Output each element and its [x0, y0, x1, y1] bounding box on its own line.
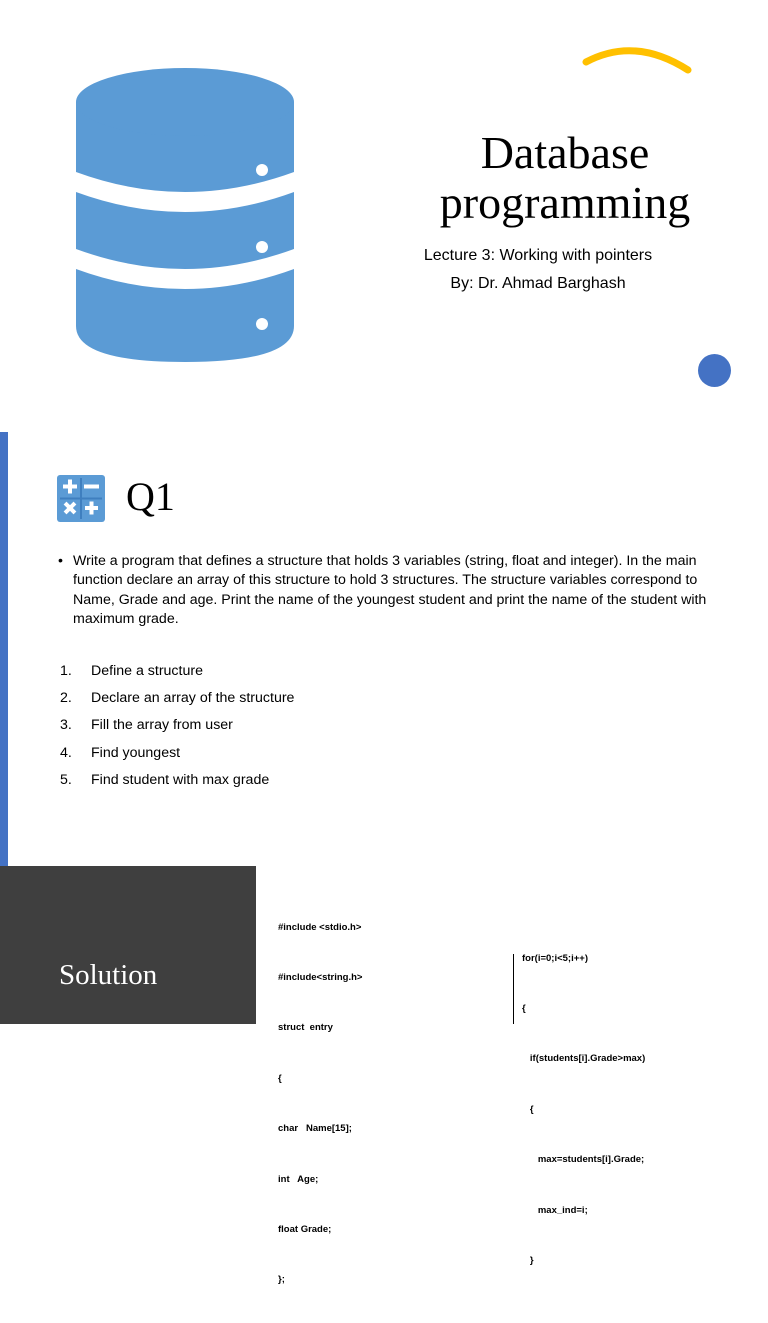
step-number: 3. — [60, 717, 72, 734]
code-line: { — [522, 1103, 534, 1115]
bullet-marker: • — [58, 553, 63, 569]
step-text: Declare an array of the structure — [91, 690, 295, 707]
question-text — [58, 552, 708, 629]
title-slide — [0, 0, 768, 432]
code-line: #include <stdio.h> — [278, 921, 362, 933]
steps-list — [60, 660, 294, 796]
slide-title — [410, 128, 720, 228]
code-line: for(i=0;i<5;i++) — [522, 952, 588, 964]
calculator-icon — [57, 475, 105, 522]
code-line: max_ind=i; — [522, 1204, 588, 1216]
code-indent-guide — [513, 954, 514, 1024]
code-line: { — [522, 1002, 526, 1014]
code-line: struct entry — [278, 1022, 333, 1034]
question-slide — [0, 432, 768, 866]
code-line: #include<string.h> — [278, 971, 363, 983]
lecture-label: Lecture 3: Working with pointers — [423, 247, 653, 264]
solution-slide — [0, 866, 768, 1286]
step-text: Fill the array from user — [91, 717, 233, 734]
decorative-dot — [698, 354, 731, 387]
code-line: char Name[15]; — [278, 1123, 352, 1135]
solution-panel — [0, 866, 256, 1024]
list-item — [60, 769, 294, 796]
step-number: 5. — [60, 771, 72, 788]
author-label: By: Dr. Ahmad Barghash — [450, 275, 626, 292]
title-line-2: programming — [439, 177, 691, 228]
code-line: }; — [278, 1274, 285, 1286]
code-line: max=students[i].Grade; — [522, 1154, 645, 1166]
list-item — [60, 660, 294, 687]
accent-bar — [0, 432, 8, 866]
code-block-struct — [278, 886, 362, 1323]
question-heading: Q1 — [126, 474, 175, 519]
title-line-1: Database — [480, 127, 650, 178]
code-line: float Grade; — [278, 1223, 332, 1235]
step-text: Find student with max grade — [91, 771, 270, 788]
step-number: 2. — [60, 690, 72, 707]
code-line: if(students[i].Grade>max) — [522, 1053, 646, 1065]
list-item — [60, 714, 294, 741]
question-body: Write a program that defines a structure that holds 3 variables (string, float and integer). In the main function declare an array of this structure to hold 3 structures. The structure variables correspond to Name, Grade and age. Print the name of the youngest student and print the name of the student with maximum grade. — [73, 553, 707, 627]
step-text: Define a structure — [91, 663, 203, 679]
step-text: Find youngest — [91, 744, 181, 761]
list-item — [60, 687, 294, 714]
slide-subtitle — [388, 242, 688, 298]
code-line: int Age; — [278, 1173, 319, 1185]
solution-title: Solution — [59, 959, 158, 991]
code-line: { — [278, 1072, 282, 1084]
code-block-loop — [522, 917, 645, 1303]
step-number: 1. — [60, 663, 72, 679]
step-number: 4. — [60, 744, 72, 761]
decorative-arc — [580, 40, 696, 80]
list-item — [60, 742, 294, 769]
code-line: } — [522, 1254, 534, 1266]
database-icon — [72, 64, 298, 366]
